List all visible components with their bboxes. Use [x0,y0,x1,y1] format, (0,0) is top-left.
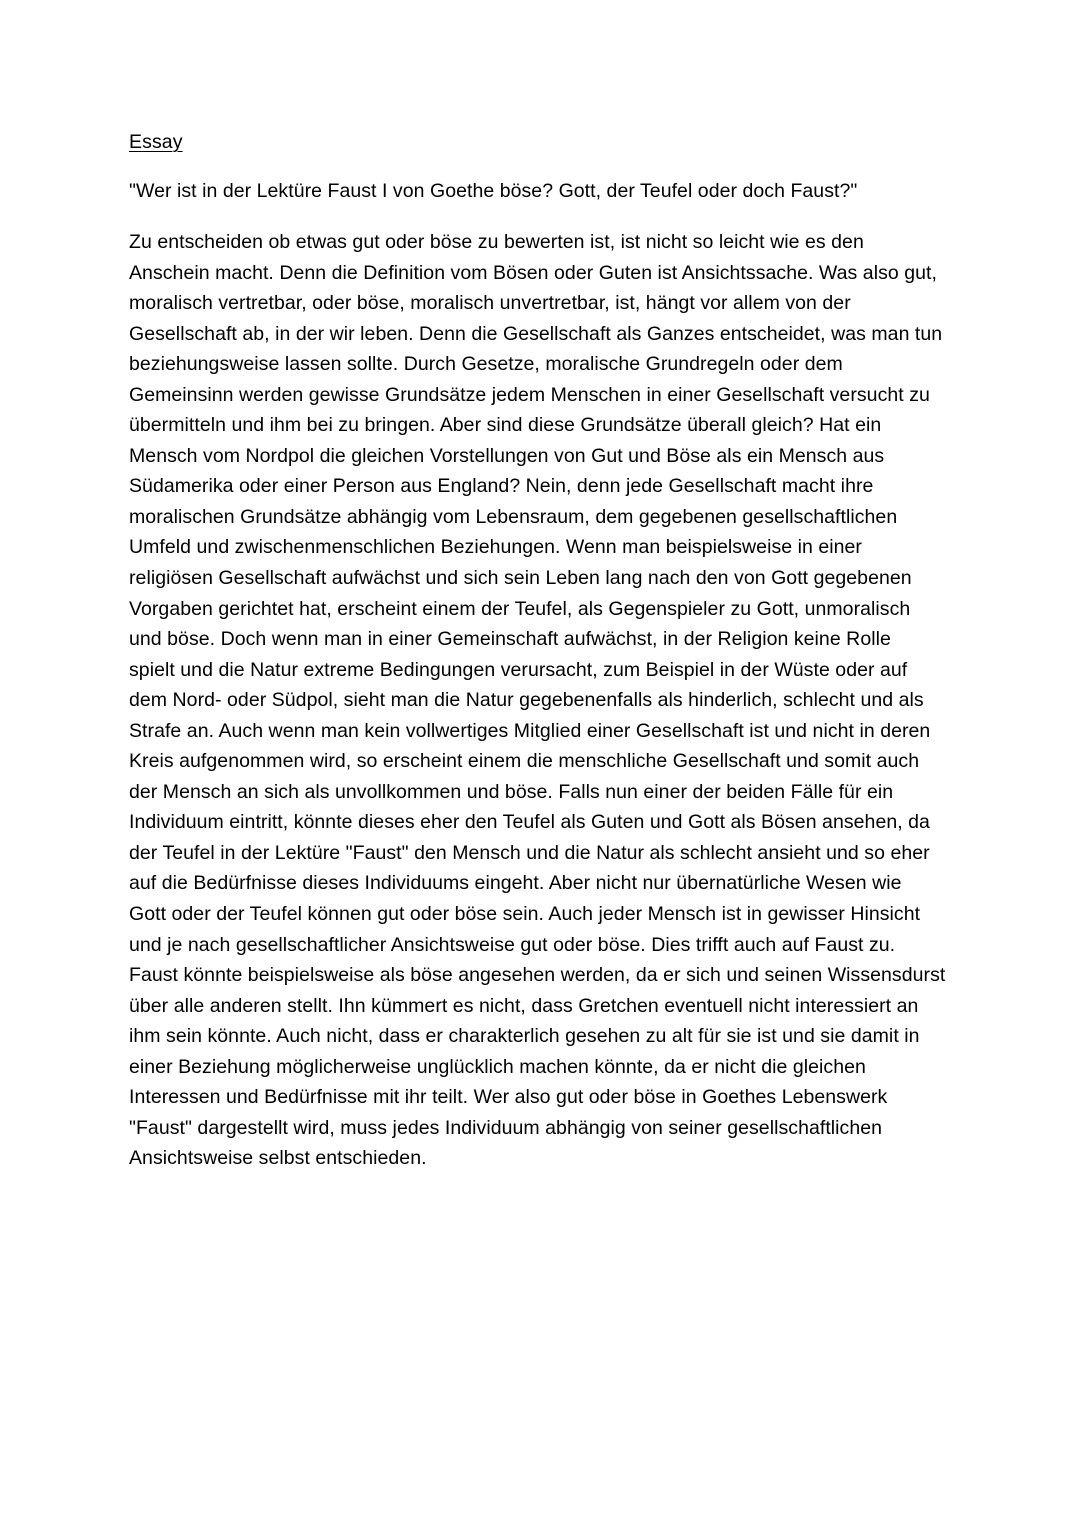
essay-body-line: moralischen Grundsätze abhängig vom Lebensraum, dem gegebenen gesellschaftlichen [129,505,898,528]
essay-body-line: Interessen und Bedürfnisse mit ihr teilt. Wer also gut oder böse in Goethes Lebenswerk [129,1086,888,1109]
essay-body-line: der Teufel in der Lektüre "Faust" den Mensch und die Natur als schlecht ansieht und so eher [129,841,930,864]
essay-body-line: spielt und die Natur extreme Bedingungen verursacht, zum Beispiel in der Wüste oder auf [129,658,908,681]
essay-body-line: der Mensch an sich als unvollkommen und böse. Falls nun einer der beiden Fälle für ein [129,780,894,803]
essay-body-line: Umfeld und zwischenmenschlichen Beziehungen. Wenn man beispielsweise in einer [129,536,862,559]
essay-body-line: Kreis aufgenommen wird, so erscheint einem die menschliche Gesellschaft und somit auch [129,750,920,773]
essay-question: "Wer ist in der Lektüre Faust I von Goethe böse? Gott, der Teufel oder doch Faust?" [129,180,858,202]
essay-body-line: Individuum eintritt, könnte dieses eher den Teufel als Guten und Gott als Bösen ansehen, da [129,811,930,834]
essay-body-line: Südamerika oder einer Person aus England? Nein, denn jede Gesellschaft macht ihre [129,475,874,498]
essay-heading: Essay [129,131,183,153]
essay-body-line: Vorgaben gerichtet hat, erscheint einem der Teufel, als Gegenspieler zu Gott, unmoralisch [129,597,911,620]
essay-body-line: übermitteln und ihm bei zu bringen. Aber sind diese Grundsätze überall gleich? Hat ein [129,414,882,437]
essay-body-line: Anschein macht. Denn die Definition vom Bösen oder Guten ist Ansichtssache. Was also gut, [129,261,937,284]
essay-body-line: und böse. Doch wenn man in einer Gemeinschaft aufwächst, in der Religion keine Rolle [129,628,891,651]
essay-body-line: Faust könnte beispielsweise als böse angesehen werden, da er sich und seinen Wissensdurst [129,964,946,987]
essay-body-line: über alle anderen stellt. Ihn kümmert es nicht, dass Gretchen eventuell nicht interessiert an [129,994,919,1017]
essay-body-line: Gesellschaft ab, in der wir leben. Denn die Gesellschaft als Ganzes entscheidet, was man tun [129,322,943,345]
essay-body-line: einer Beziehung möglicherweise unglücklich machen könnte, da er nicht die gleichen [129,1055,866,1078]
essay-body-line: religiösen Gesellschaft aufwächst und sich sein Leben lang nach den von Gott gegebenen [129,567,912,590]
essay-body-line: beziehungsweise lassen sollte. Durch Gesetze, moralische Grundregeln oder dem [129,353,843,376]
essay-body-line: Gemeinsinn werden gewisse Grundsätze jedem Menschen in einer Gesellschaft versucht zu [129,383,930,406]
essay-body-line: ihm sein könnte. Auch nicht, dass er charakterlich gesehen zu alt für sie ist und sie damit in [129,1025,920,1048]
essay-body-line: Ansichtsweise selbst entschieden. [129,1147,427,1170]
essay-body-line: Gott oder der Teufel können gut oder böse sein. Auch jeder Mensch ist in gewisser Hinsicht [129,903,921,926]
essay-body-line: und je nach gesellschaftlicher Ansichtsweise gut oder böse. Dies trifft auch auf Faust zu. [129,933,896,956]
essay-body [129,227,969,1174]
essay-body-line: Mensch vom Nordpol die gleichen Vorstellungen von Gut und Böse als ein Mensch aus [129,444,885,467]
essay-body-line: Strafe an. Auch wenn man kein vollwertiges Mitglied einer Gesellschaft ist und nicht in deren [129,719,931,742]
essay-body-line: Zu entscheiden ob etwas gut oder böse zu bewerten ist, ist nicht so leicht wie es den [129,231,864,253]
essay-body-line: dem Nord- oder Südpol, sieht man die Natur gegebenenfalls als hinderlich, schlecht und als [129,689,924,712]
essay-body-line: auf die Bedürfnisse dieses Individuums eingeht. Aber nicht nur übernatürliche Wesen wie [129,872,902,895]
essay-body-line: "Faust" dargestellt wird, muss jedes Individuum abhängig von seiner gesellschaftlichen [129,1116,883,1139]
essay-body-line: moralisch vertretbar, oder böse, moralisch unvertretbar, ist, hängt vor allem von der [129,292,851,315]
